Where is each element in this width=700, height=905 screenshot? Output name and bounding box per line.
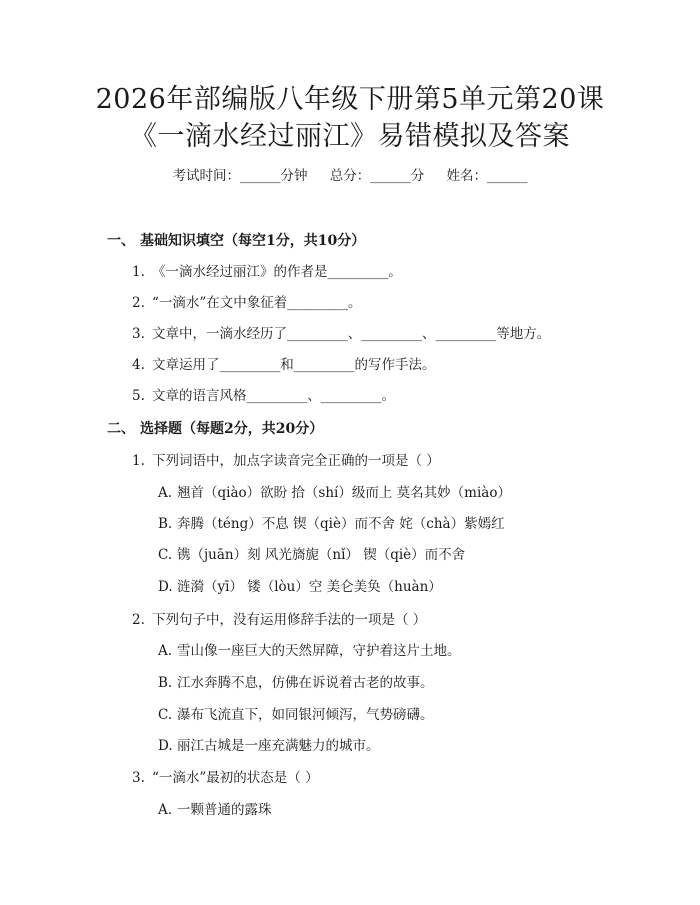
option-label: B.	[158, 675, 173, 691]
section-title: 基础知识填空（每空1分，共10分）	[140, 233, 366, 249]
option-label: A.	[158, 643, 173, 659]
option-label: B.	[158, 516, 173, 532]
option-text: 一颗普通的露珠	[177, 802, 272, 818]
option-label: A.	[158, 802, 173, 818]
option-label: C.	[158, 547, 173, 563]
option-a	[158, 483, 511, 503]
option-label: D.	[158, 579, 173, 595]
fill-question	[132, 293, 362, 313]
question-text: “一滴水”在文中象征着_________。	[152, 295, 362, 311]
option-text: 镌（juān）刻 风光旖旎（nǐ） 锲（qiè）而不舍	[177, 547, 466, 563]
option-b	[158, 514, 505, 534]
document-title-line2: 《一滴水经过丽江》易错模拟及答案	[130, 121, 570, 152]
question-number: 2.	[132, 295, 145, 311]
choice-question	[132, 451, 440, 471]
option-a	[158, 641, 461, 661]
fill-question	[132, 262, 402, 282]
fill-question	[132, 324, 550, 344]
option-label: D.	[158, 738, 173, 754]
option-label: C.	[158, 707, 173, 723]
option-d	[158, 577, 442, 597]
choice-question	[132, 768, 319, 788]
option-text: 丽江古城是一座充满魅力的城市。	[177, 738, 380, 754]
option-text: 雪山像一座巨大的天然屏障，守护着这片土地。	[177, 643, 461, 659]
option-text: 江水奔腾不息，仿佛在诉说着古老的故事。	[177, 675, 434, 691]
exam-time-field: 考试时间：______分钟	[172, 168, 308, 184]
question-number: 2.	[132, 612, 145, 628]
fill-question	[132, 355, 436, 375]
exam-meta	[0, 166, 700, 186]
question-text: 文章的语言风格_________、_________。	[152, 388, 395, 404]
option-c	[158, 545, 465, 565]
option-label: A.	[158, 485, 173, 501]
option-d	[158, 736, 380, 756]
fill-question	[132, 386, 395, 406]
option-text: 涟漪（yī） 镂（lòu）空 美仑美奂（huàn）	[177, 579, 442, 595]
section-2-heading	[107, 419, 323, 439]
section-number: 一、	[107, 233, 135, 249]
question-number: 3.	[132, 770, 145, 786]
choice-question	[132, 610, 426, 630]
total-score-field: 总分：______分	[329, 168, 425, 184]
option-c	[158, 705, 434, 725]
section-title: 选择题（每题2分，共20分）	[140, 421, 324, 437]
question-text: 文章运用了_________和_________的写作手法。	[152, 357, 436, 373]
question-text: 下列句子中，没有运用修辞手法的一项是（ ）	[152, 612, 427, 628]
question-text: “一滴水”最初的状态是（ ）	[152, 770, 319, 786]
name-field: 姓名：______	[446, 168, 528, 184]
question-number: 5.	[132, 388, 145, 404]
option-a	[158, 800, 272, 820]
question-text: 文章中，一滴水经历了_________、_________、_________等地方。	[152, 326, 551, 342]
option-b	[158, 673, 434, 693]
question-text: 下列词语中，加点字读音完全正确的一项是（ ）	[152, 453, 440, 469]
option-text: 瀑布飞流直下，如同银河倾泻，气势磅礴。	[177, 707, 434, 723]
document-title-line1: 2026年部编版八年级下册第5单元第20课	[95, 84, 605, 115]
question-number: 1.	[132, 264, 145, 280]
section-number: 二、	[107, 421, 135, 437]
question-number: 3.	[132, 326, 145, 342]
question-number: 4.	[132, 357, 145, 373]
question-number: 1.	[132, 453, 145, 469]
section-1-heading	[107, 231, 365, 251]
option-text: 奔腾（téng）不息 锲（qiè）而不舍 姹（chà）紫嫣红	[177, 516, 505, 532]
question-text: 《一滴水经过丽江》的作者是_________。	[152, 264, 402, 280]
option-text: 翘首（qiào）欲盼 拾（shí）级而上 莫名其妙（miào）	[177, 485, 511, 501]
